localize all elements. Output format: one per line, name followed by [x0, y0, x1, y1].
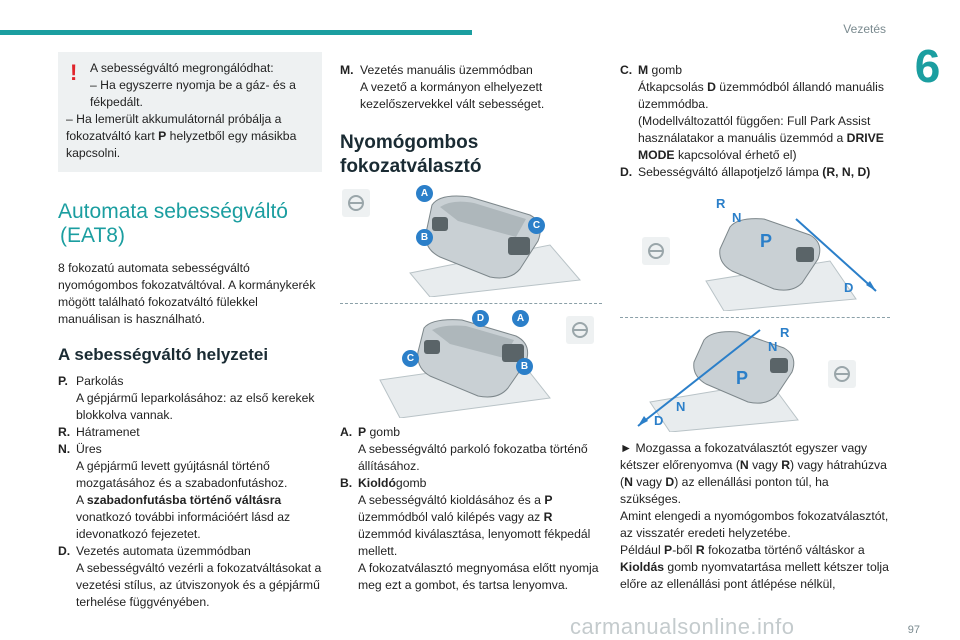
column-right	[620, 62, 890, 593]
position-body	[76, 441, 322, 543]
control-body	[638, 164, 890, 181]
header-accent-bar	[0, 30, 472, 35]
warning-line: – Ha egyszerre nyomja be a gáz- és a fékpedált.	[90, 78, 296, 109]
indicator-d: D	[844, 280, 854, 295]
control-body	[358, 475, 602, 594]
control-desc: üzemmódból állandó manuális üzemmódba.	[638, 80, 884, 111]
title-line: Automata sebességváltó	[58, 200, 288, 223]
control-key: B.	[340, 476, 353, 490]
position-name: Parkolás	[76, 374, 124, 388]
control-key: A.	[340, 425, 353, 439]
action-bold: R	[695, 543, 705, 557]
position-d	[58, 543, 322, 611]
control-b	[340, 475, 602, 594]
position-desc: A gépjármű leparkolásához: az első kerekek blokkolva vannak.	[76, 391, 315, 422]
position-desc: A	[76, 493, 87, 507]
control-desc: kapcsolóval érhető el)	[674, 148, 797, 162]
position-desc: vonatkozó további információért lásd az idevonatkozó fejezetet.	[76, 510, 291, 541]
intro-paragraph: 8 fokozatú automata sebességváltó nyomógombos fokozatváltóval. A kormánykerék mögött található fokozatváltó fülekkel manuálisan is használható.	[58, 261, 316, 326]
action-text: gomb nyomvatartása mellett kétszer tolja előre az ellenállási pont átlépése nélkül,	[620, 560, 889, 591]
heading-line: Nyomógombos	[340, 132, 479, 153]
control-body	[638, 62, 890, 164]
control-desc-bold: R	[543, 510, 553, 524]
position-desc: A sebességváltó vezérli a fokozatváltásokat a vezetési stílus, az útviszonyok és a gépjármű terhelése függvényében.	[76, 561, 322, 609]
control-desc-bold: DRIVE MODE	[638, 131, 884, 162]
selector-illustration-bottom	[340, 310, 602, 418]
position-name: Üres	[76, 442, 102, 456]
indicator-r: R	[716, 196, 726, 211]
warning-icon: !	[70, 60, 78, 85]
figure-divider	[340, 303, 602, 304]
control-name-bold: (R, N, D)	[822, 165, 871, 179]
mode-m	[340, 62, 602, 113]
chapter-tab	[895, 38, 960, 94]
callout-a: A	[416, 185, 433, 202]
mode-body	[360, 62, 602, 113]
column-left	[58, 52, 322, 611]
callout-b: B	[416, 229, 433, 246]
action-bold: R	[781, 458, 791, 472]
heading-line: fokozatválasztó	[340, 156, 482, 177]
indicator-p: P	[736, 368, 749, 388]
control-name-bold: M	[638, 63, 649, 77]
selector-drawing	[340, 310, 602, 418]
figure-divider	[620, 317, 890, 318]
callout-a: A	[512, 310, 529, 327]
position-n	[58, 441, 322, 543]
action-text: vagy	[632, 475, 666, 489]
control-desc: Átkapcsolás	[638, 80, 708, 94]
column-middle	[340, 62, 602, 594]
indicator-r: R	[780, 325, 790, 340]
position-desc-bold: szabadonfutásba történő váltásra	[86, 493, 282, 507]
control-desc: A sebességváltó kioldásához és a	[358, 493, 545, 507]
control-d	[620, 164, 890, 181]
control-desc-bold: D	[707, 80, 716, 94]
control-name: gomb	[366, 425, 401, 439]
action-bold: N	[624, 475, 633, 489]
control-name: Sebességváltó állapotjelző lámpa	[638, 165, 823, 179]
control-c	[620, 62, 890, 164]
action-text: ) vagy hátrahúzva (	[620, 458, 887, 489]
position-body	[76, 373, 322, 424]
action-text: Például	[620, 543, 665, 557]
position-body	[76, 543, 322, 611]
control-desc: üzemmódból való kilépés vagy az	[358, 510, 544, 524]
action-paragraph	[620, 440, 890, 593]
control-key: D.	[620, 165, 633, 179]
action-text: vagy	[748, 458, 782, 472]
warning-box	[58, 52, 322, 172]
selector-push-illustration	[620, 195, 890, 311]
page-number: 97	[907, 624, 920, 636]
control-name-bold: P	[358, 425, 367, 439]
callout-d: D	[472, 310, 489, 327]
warning-line: helyzetből egy másikba kapcsolni.	[66, 129, 297, 160]
control-a	[340, 424, 602, 475]
position-key: N.	[58, 442, 71, 456]
mode-name: Vezetés manuális üzemmódban	[360, 63, 533, 77]
warning-line: A sebességváltó megrongálódhat:	[90, 61, 274, 75]
control-body	[358, 424, 602, 475]
watermark: carmanualsonline.info	[570, 614, 795, 639]
warning-line: – Ha lemerült akkumulátornál próbálja a fokozatváltó kart	[66, 112, 282, 143]
control-name-bold: Kioldó	[358, 476, 396, 490]
control-desc-bold: P	[544, 493, 553, 507]
position-desc: A gépjármű levett gyújtásnál történő mozgatásához és a szabadonfutáshoz.	[76, 459, 288, 490]
control-name: gomb	[648, 63, 683, 77]
title-line: (EAT8)	[60, 224, 125, 247]
position-name: Vezetés automata üzemmódban	[76, 544, 251, 558]
selector-illustration-top	[340, 185, 602, 297]
warning-bold: P	[158, 129, 167, 143]
action-text: fokozatba történő váltáskor a	[704, 543, 865, 557]
indicator-n: N	[732, 210, 742, 225]
action-bold: N	[739, 458, 749, 472]
position-key: P.	[58, 374, 68, 388]
action-text: ) az ellenállási ponton túl, ha szükséges.	[620, 475, 829, 506]
position-p	[58, 373, 322, 424]
action-bold: D	[665, 475, 675, 489]
mode-desc: A vezető a kormányon elhelyezett kezelőszervekkel vált sebességet.	[360, 80, 545, 111]
control-name: gomb	[395, 476, 427, 490]
callout-c: C	[402, 350, 419, 367]
action-bold: P	[664, 543, 673, 557]
position-key: D.	[58, 544, 71, 558]
action-bold: Kioldás	[620, 560, 665, 574]
section-name: Vezetés	[843, 22, 886, 36]
position-r	[58, 424, 322, 441]
page-title	[58, 200, 322, 248]
control-desc: üzemmód kiválasztása, lenyomott fékpedál mellett.	[358, 527, 591, 558]
selector-drawing	[340, 185, 602, 297]
callout-b: B	[516, 358, 533, 375]
chapter-number: 6	[914, 40, 941, 92]
indicator-d: D	[654, 413, 664, 428]
control-key: C.	[620, 63, 633, 77]
indicator-p: P	[760, 231, 773, 251]
indicator-n: N	[768, 339, 778, 354]
selector-heading	[340, 131, 602, 179]
control-desc: (Modellváltozattól függően: Full Park Assist használatakor a manuális üzemmód a	[638, 114, 871, 145]
control-desc: A fokozatválasztó megnyomása előtt nyomja meg ezt a gombot, és tartsa lenyomva.	[358, 561, 599, 592]
control-desc: A sebességváltó parkoló fokozatba történő állításához.	[358, 442, 588, 473]
action-text: Amint elengedi a nyomógombos fokozatválasztót, az visszatér eredeti helyzetébe.	[620, 509, 889, 540]
position-key: R.	[58, 425, 71, 439]
position-name: Hátramenet	[76, 425, 140, 439]
callout-c: C	[528, 217, 545, 234]
selector-pull-illustration	[620, 324, 890, 432]
positions-heading: A sebességváltó helyzetei	[58, 345, 269, 364]
action-text: ► Mozgassa a fokozatválasztót egyszer vagy kétszer előrenyomva (	[620, 441, 868, 472]
mode-key: M.	[340, 63, 354, 77]
action-text: -ből	[672, 543, 696, 557]
indicator-n: N	[676, 399, 686, 414]
